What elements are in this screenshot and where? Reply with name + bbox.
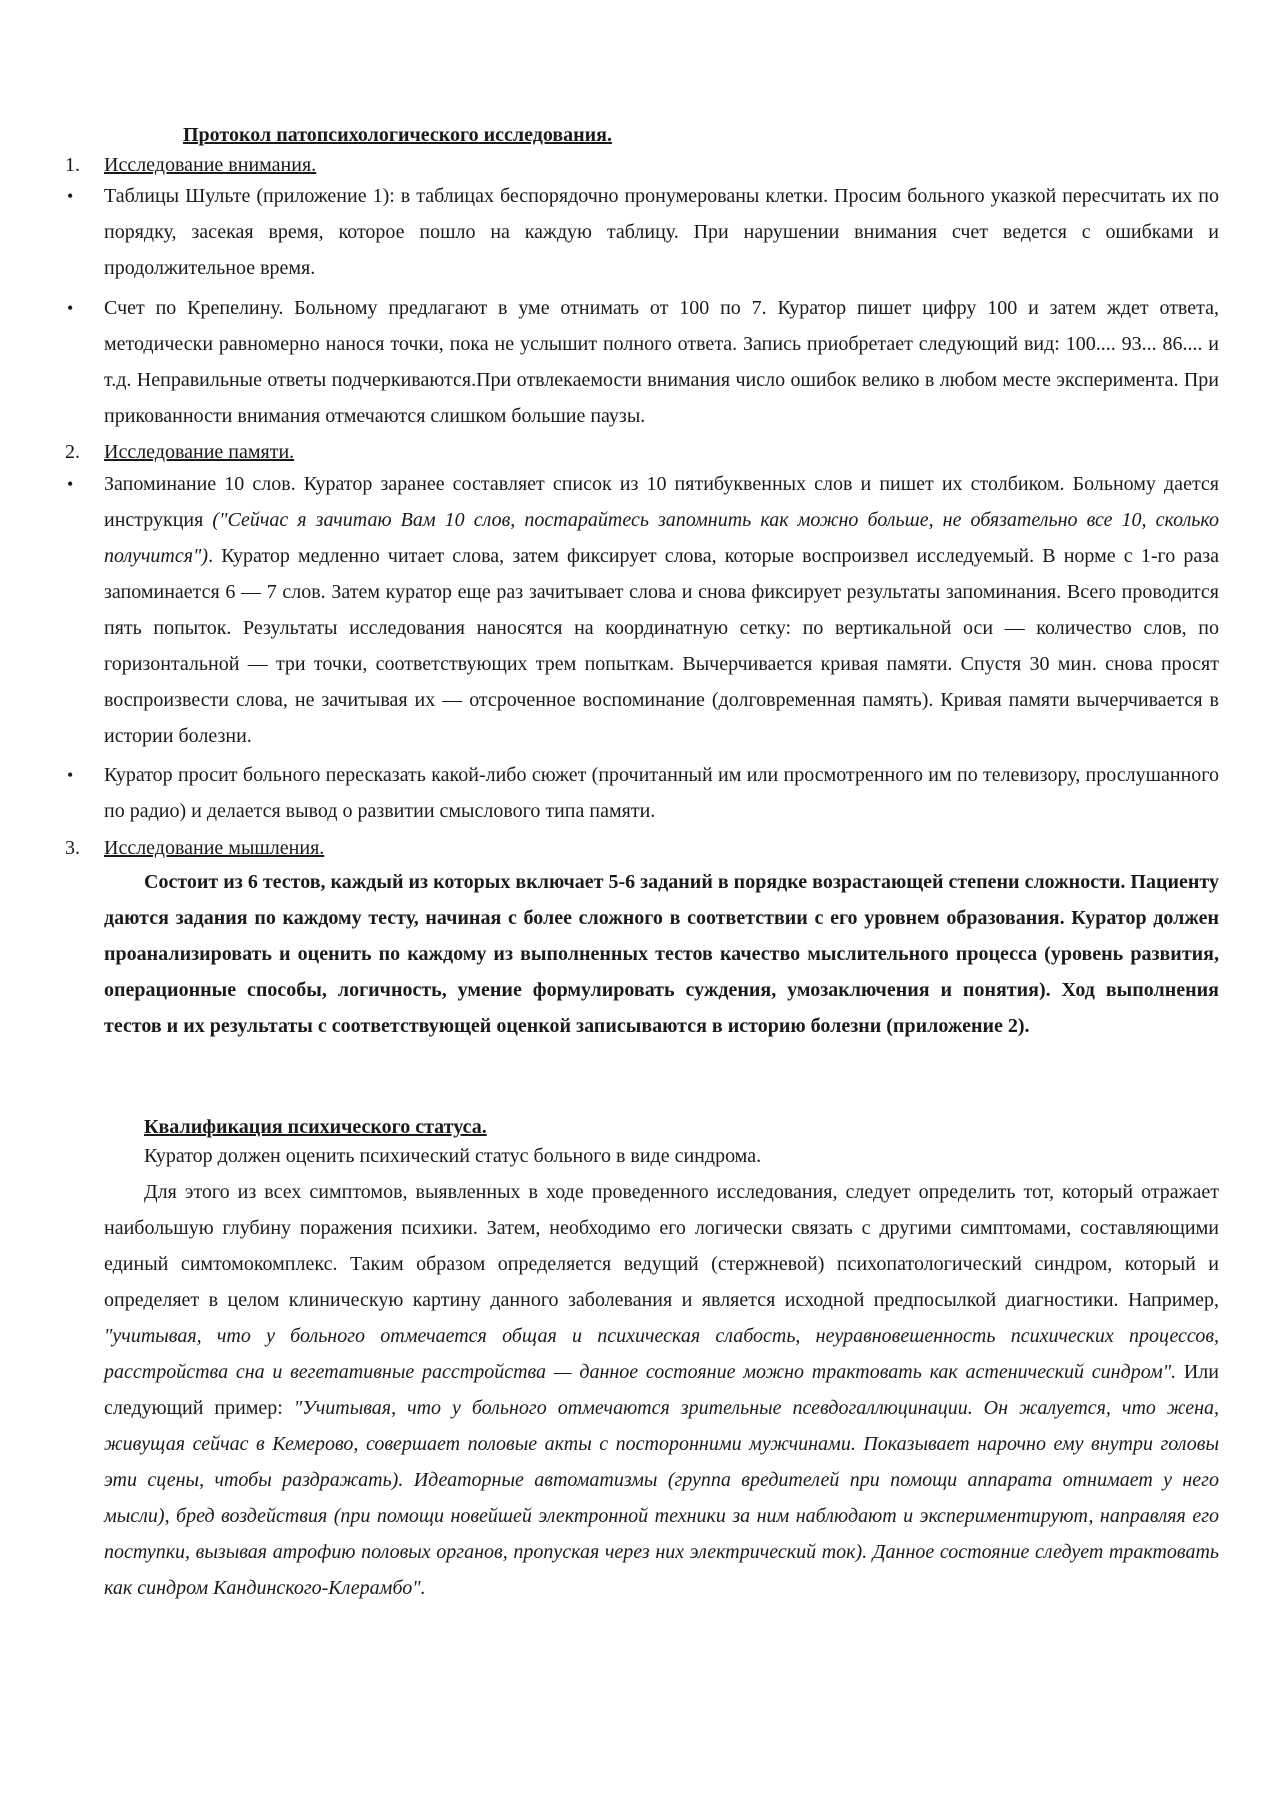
qualification-heading: Квалификация психического статуса.	[144, 1116, 487, 1138]
memory-ten-words-paragraph	[104, 466, 1219, 754]
section-2-number: 2.	[65, 441, 80, 463]
bullet-icon: •	[67, 298, 74, 318]
bullet-icon: •	[67, 474, 74, 494]
bullet-icon: •	[67, 186, 74, 206]
section-1-number: 1.	[65, 154, 80, 176]
thinking-paragraph: Состоит из 6 тестов, каждый из которых включает 5-6 заданий в порядке возрастающей степени сложности. Пациенту даются задания по каждому тесту, начиная с более сложного в соответствии с его уровнем образования. Куратор должен проанализировать и оценить по каждому из выполненных тестов качество мыслительного процесса (уровень развития, операционные способы, логичность, умение формулировать суждения, умозаключения и понятия). Ход выполнения тестов и их результаты с соответствующей оценкой записываются в историю болезни (приложение 2).	[104, 871, 1219, 1037]
qualification-text-start: Для этого из всех симптомов, выявленных в ходе проведенного исследования, следует определить тот, который отражает наибольшую глубину поражения психики. Затем, необходимо его логически связать с другими симптомами, составляющими единый симтомокомплекс. Таким образом определяется ведущий (стержневой) психопатологический синдром, который и определяет в целом клиническую картину данного заболевания и является исходной предпосылкой диагностики. Например,	[104, 1181, 1219, 1311]
section-1-heading: Исследование внимания.	[104, 154, 317, 176]
memory-ten-words-text-end: . Куратор медленно читает слова, затем фиксирует слова, которые воспроизвел исследуемый. В норме с 1-го раза запоминается 6 — 7 слов. Затем куратор еще раз зачитывает слова и снова фиксирует результаты запоминания. Всего проводится пять попыток. Результаты исследования наносятся на координатную сетку: по вертикальной оси — количество слов, по горизонтальной — три точки, соответствующих трем попыткам. Вычерчивается кривая памяти. Спустя 30 мин. снова просят воспроизвести слова, не зачитывая их — отсроченное воспоминание (долговременная память). Кривая памяти вычерчивается в истории болезни.	[104, 545, 1219, 747]
attention-schulte-paragraph: Таблицы Шульте (приложение 1): в таблицах беспорядочно пронумерованы клетки. Просим больного указкой пересчитать их по порядку, засекая время, которое пошло на каждую таблицу. При нарушении внимания счет ведется с ошибками и продолжительное время.	[104, 185, 1219, 279]
document-title: Протокол патопсихологического исследования.	[183, 124, 613, 146]
memory-retelling-paragraph: Куратор просит больного пересказать какой-либо сюжет (прочитанный им или просмотренного им по телевизору, прослушанного по радио) и делается вывод о развитии смыслового типа памяти.	[104, 764, 1219, 822]
section-3-number: 3.	[65, 837, 80, 859]
qualification-syndrome-paragraph	[104, 1174, 1219, 1606]
attention-kraepelin-paragraph: Счет по Крепелину. Больному предлагают в уме отнимать от 100 по 7. Куратор пишет цифру 100 и затем ждет ответа, методически равномерно нанося точки, пока не услышит полного ответа. Запись приобретает следующий вид: 100.... 93... 86.... и т.д. Неправильные ответы подчеркиваются.При отвлекаемости внимания число ошибок велико в любом месте эксперимента. При прикованности внимания отмечаются слишком большие паузы.	[104, 297, 1219, 427]
bullet-icon: •	[67, 765, 74, 785]
memory-instruction-quote: ("Сейчас я зачитаю Вам 10 слов, постарайтесь запомнить как можно больше, не обязательно все 10, сколько получится")	[104, 509, 1220, 567]
memory-ten-words-text-start: Запоминание 10 слов. Куратор заранее составляет список из 10 пятибуквенных слов и пишет их столбиком. Больному дается инструкция	[104, 473, 1219, 531]
kandinsky-example-quote: "Учитывая, что у больного отмечаются зрительные псевдогаллюцинации. Он жалуется, что жена, живущая сейчас в Кемерово, совершает половые акты с посторонними мужчинами. Показывает нарочно ему внутри головы эти сцены, чтобы раздражать). Идеаторные автоматизмы (группа вредителей при помощи аппарата отнимает у него мысли), бред воздействия (при помощи новейшей электронной техники за ним наблюдают и экспериментируют, направляя его поступки, вызывая атрофию половых органов, пропуская через них электрический ток). Данное состояние следует трактовать как синдром Кандинского-Клерамбо".	[104, 1397, 1220, 1599]
qualification-text-mid: Или следующий пример:	[104, 1361, 1219, 1419]
section-2-heading: Исследование памяти.	[104, 441, 295, 463]
asthenic-example-quote: "учитывая, что у больного отмечается общая и психическая слабость, неуравновешенность психических процессов, расстройства сна и вегетативные расстройства — данное состояние можно трактовать как астенический синдром".	[104, 1325, 1219, 1383]
qualification-intro-paragraph: Куратор должен оценить психический статус больного в виде синдрома.	[144, 1145, 762, 1167]
section-3-heading: Исследование мышления.	[104, 837, 325, 859]
